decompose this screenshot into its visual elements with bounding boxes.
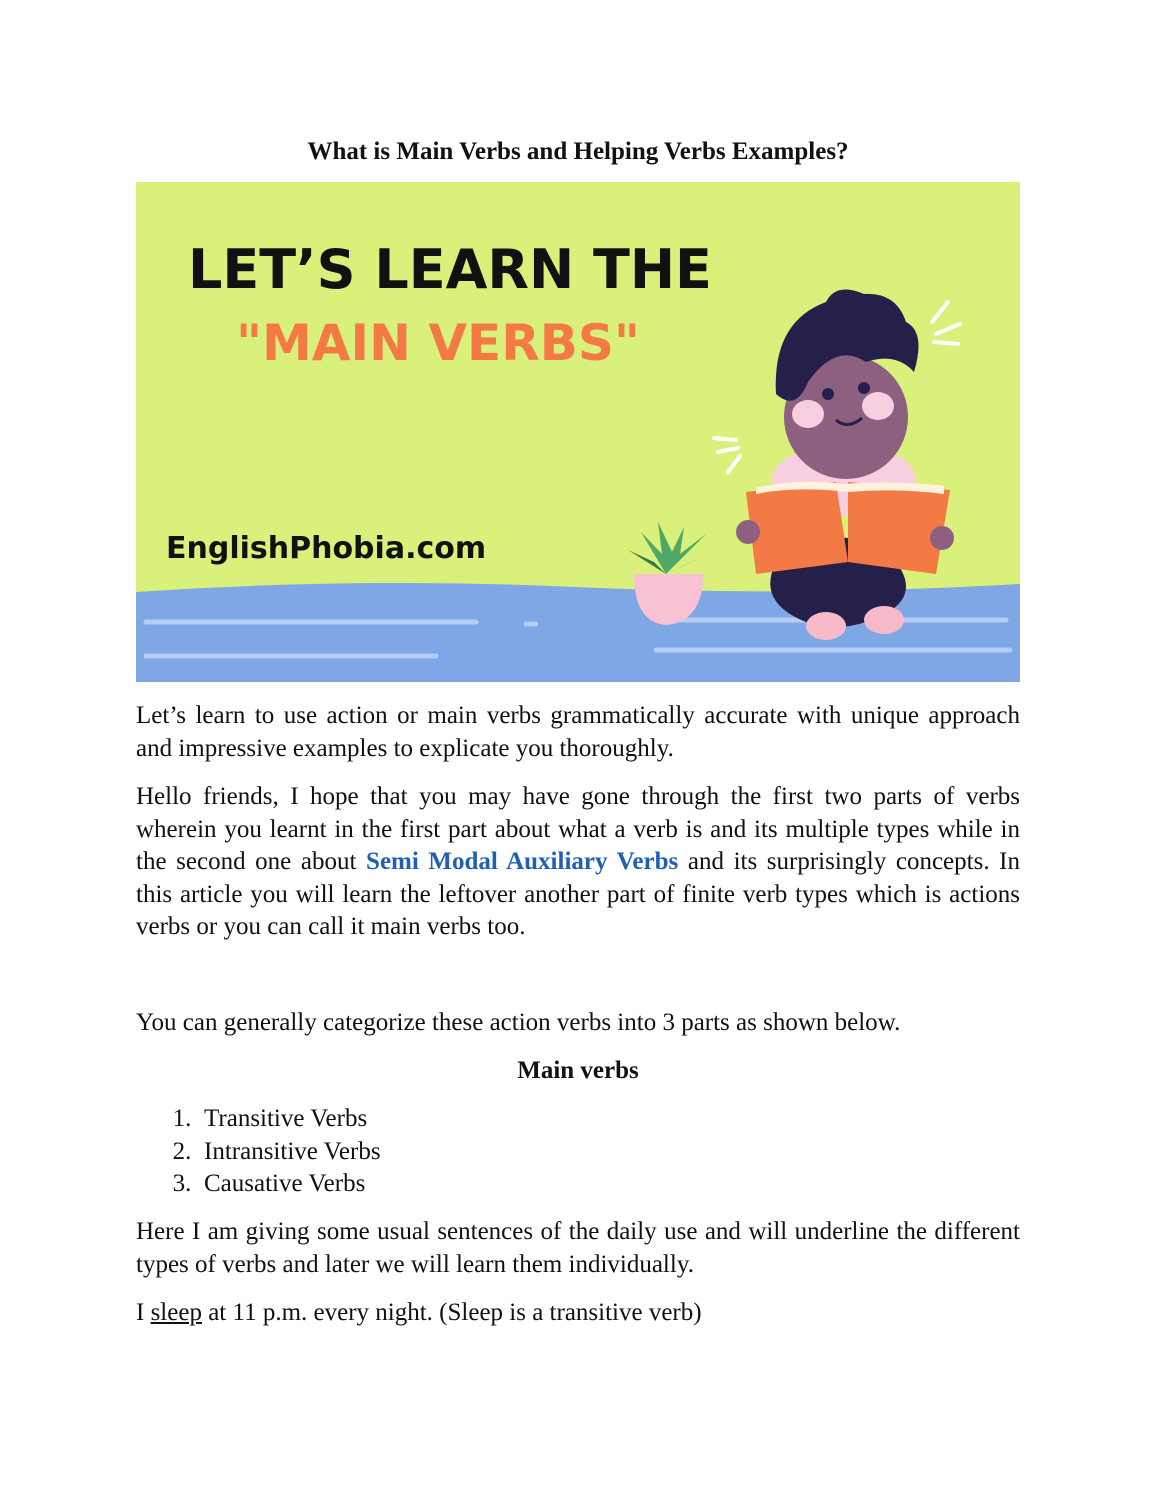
list-item: 1. Transitive Verbs [172, 1105, 368, 1132]
list-heading: Main verbs [517, 1057, 639, 1084]
explanation-paragraph: Here I am giving some usual sentences of the daily use and will underline the different types of verbs and later we will learn them individually. [136, 1218, 1020, 1278]
banner-image [136, 182, 1020, 682]
example-sentence: I sleep at 11 p.m. every night. (Sleep is a transitive verb) [136, 1299, 702, 1326]
banner-line1: LET’S LEARN THE [188, 238, 712, 301]
context-paragraph: Hello friends, I hope that you may have gone through the first two parts of verbs wherein you learnt in the first part about what a verb is and its multiple types while in the second one about Semi Modal Auxiliary Verbs and its surprisingly concepts. In this article you will learn the leftover another part of finite verb types which is actions verbs or you can call it main verbs too. [136, 783, 1020, 940]
page-title: What is Main Verbs and Helping Verbs Examples? [307, 138, 849, 165]
underlined-verb: sleep [150, 1299, 202, 1326]
intro-paragraph: Let’s learn to use action or main verbs grammatically accurate with unique approach and impressive examples to explicate you thoroughly. [136, 702, 1020, 762]
banner-site: EnglishPhobia.com [166, 531, 487, 566]
list-item: 2. Intransitive Verbs [172, 1137, 381, 1165]
main-verbs-list [160, 1103, 381, 1201]
categorize-paragraph: You can generally categorize these action verbs into 3 parts as shown below. [136, 1009, 901, 1036]
list-item: 3. Causative Verbs [172, 1170, 366, 1197]
semi-modal-link[interactable]: Semi Modal Auxiliary Verbs [366, 848, 679, 875]
banner-line2: "MAIN VERBS" [236, 314, 640, 372]
